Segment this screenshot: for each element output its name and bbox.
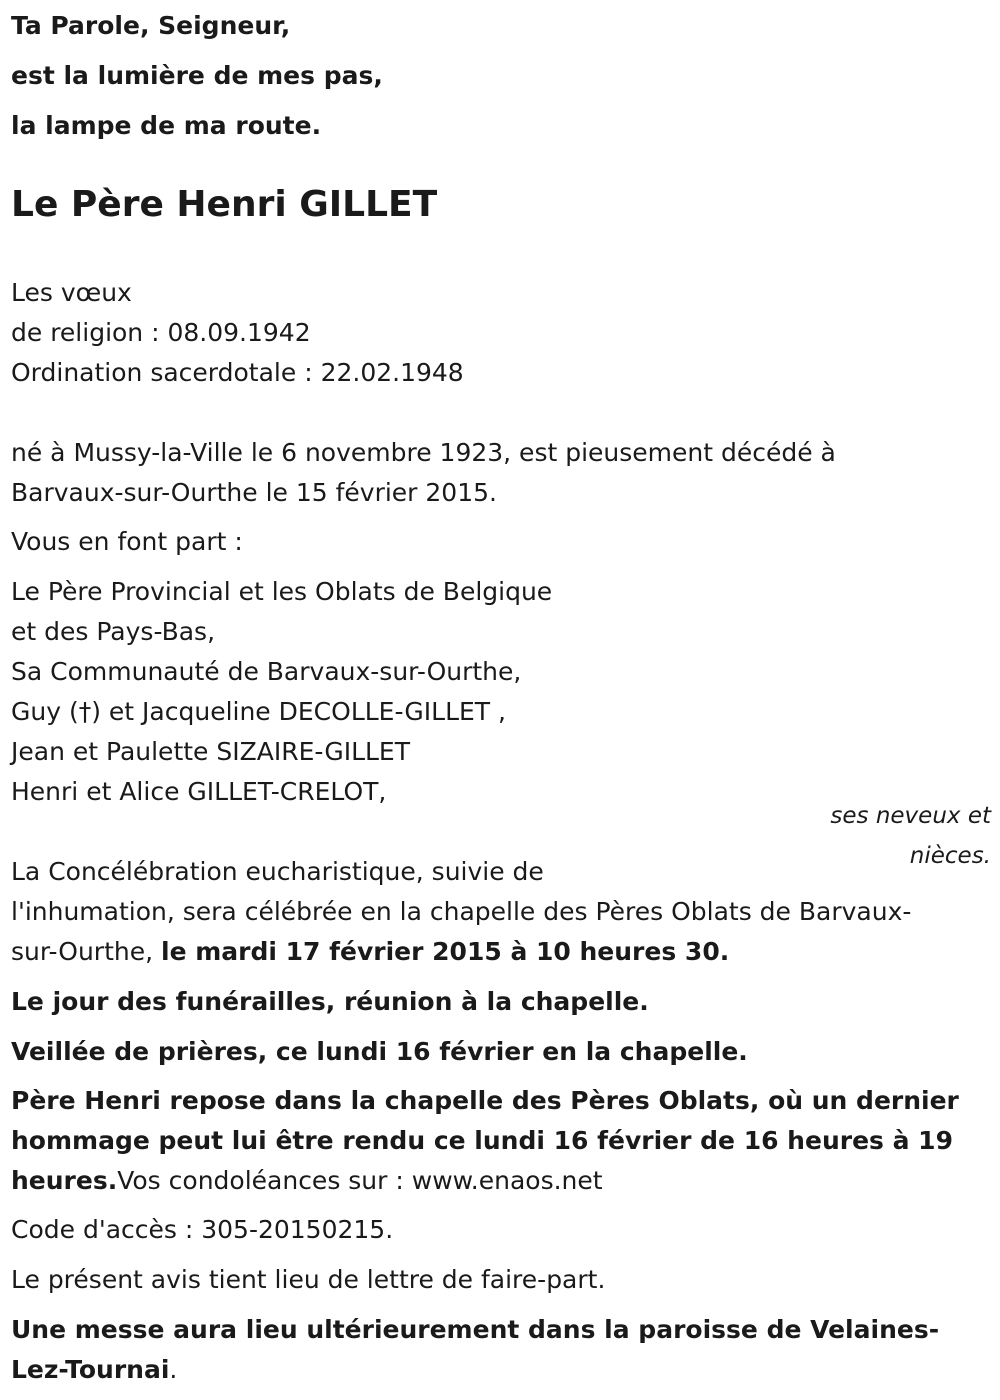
condolences-link[interactable]: Vos condoléances sur : www.enaos.net [117, 1166, 603, 1195]
access-code: Code d'accès : 305-20150215. [11, 1215, 394, 1244]
birth-death-line-1: né à Mussy-la-Ville le 6 novembre 1923, est pieusement décédé à [11, 438, 836, 467]
verse-line-3: la lampe de ma route. [11, 111, 322, 140]
family-line-6: Henri et Alice GILLET-CRELOT, [11, 777, 387, 806]
notice: Le présent avis tient lieu de lettre de faire-part. [11, 1265, 606, 1294]
verse-line-2: est la lumière de mes pas, [11, 61, 383, 90]
rest-line-2: hommage peut lui être rendu ce lundi 16 février de 16 heures à 19 [11, 1126, 953, 1155]
birth-death-line-2: Barvaux-sur-Ourthe le 15 février 2015. [11, 478, 497, 507]
vows-line-3: Ordination sacerdotale : 22.02.1948 [11, 358, 464, 387]
family-line-2: et des Pays-Bas, [11, 617, 216, 646]
rest-hours: heures. [11, 1166, 118, 1195]
family-line-4: Guy (†) et Jacqueline DECOLLE-GILLET , [11, 697, 506, 726]
vows-line-1: Les vœux [11, 278, 132, 307]
mass-line-1: Une messe aura lieu ultérieurement dans la paroisse de Velaines- [11, 1315, 940, 1344]
verse-line-1: Ta Parole, Seigneur, [11, 11, 291, 40]
rest-line-1: Père Henri repose dans la chapelle des Pères Oblats, où un dernier [11, 1086, 959, 1115]
family-line-5: Jean et Paulette SIZAIRE-GILLET [11, 737, 410, 766]
ceremony-line-1: La Concélébration eucharistique, suivie de [11, 857, 544, 886]
page-title: Le Père Henri GILLET [11, 184, 438, 225]
family-note: ses neveux et nièces. [830, 803, 991, 869]
mass-parish: Lez-Tournai [11, 1355, 170, 1384]
rest-line-3 [11, 1166, 603, 1196]
vigil: Veillée de prières, ce lundi 16 février en la chapelle. [11, 1037, 748, 1066]
mass-period: . [169, 1355, 178, 1384]
mass-line-2 [11, 1355, 177, 1385]
ceremony-place: sur-Ourthe, [11, 937, 161, 966]
family-line-3: Sa Communauté de Barvaux-sur-Ourthe, [11, 657, 522, 686]
ceremony-line-3 [11, 937, 729, 967]
ceremony-line-2: l'inhumation, sera célébrée en la chapelle des Pères Oblats de Barvaux- [11, 897, 912, 926]
ceremony-date: le mardi 17 février 2015 à 10 heures 30. [161, 937, 730, 966]
funeral-day: Le jour des funérailles, réunion à la chapelle. [11, 987, 649, 1016]
family-line-1: Le Père Provincial et les Oblats de Belgique [11, 577, 553, 606]
vows-line-2: de religion : 08.09.1942 [11, 318, 311, 347]
announce-intro: Vous en font part : [11, 527, 243, 556]
